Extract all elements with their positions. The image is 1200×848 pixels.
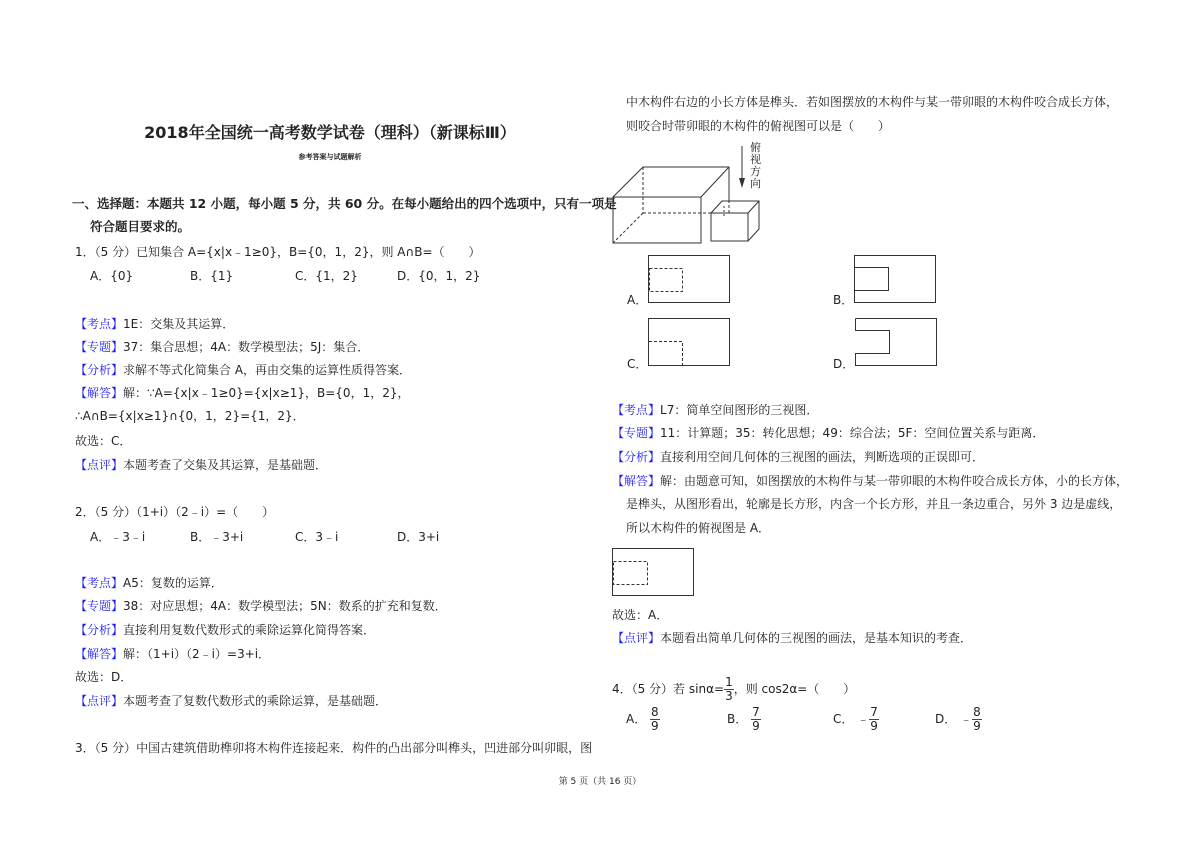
q2-kaodian — [75, 575, 223, 591]
q1-dianping — [75, 457, 327, 473]
option-label: C． — [833, 712, 854, 726]
zhuanti-text: 37：集合思想；4A：数学模型法；5J：集合． — [123, 340, 370, 354]
zhuanti-label: 【专题】 — [75, 599, 124, 613]
q1-jieda — [75, 385, 409, 401]
q4-option-c — [833, 706, 879, 733]
q3-stem: 3．（5 分）中国古建筑借助榫卯将木构件连接起来．构件的凸出部分叫榫头，凹进部分叫卯眼，图 — [75, 741, 593, 755]
q4-option-d — [935, 706, 982, 733]
option-label: A． — [626, 712, 647, 726]
section-heading-cont: 符合题目要求的。 — [90, 219, 191, 234]
dianping-text: 本题看出简单几何体的三视图的画法，是基本知识的考查． — [660, 631, 973, 645]
option-sign: ﹣ — [857, 712, 870, 726]
denominator: 9 — [870, 719, 878, 733]
fenxi-text: 直接利用空间几何体的三视图的画法，判断选项的正误即可． — [660, 450, 985, 464]
q1-option-b: B．{1} — [190, 269, 234, 283]
page-footer: 第 5 页（共 16 页） — [558, 777, 642, 787]
q3-answer: 故选：A． — [612, 608, 669, 622]
q2-jieda — [75, 646, 270, 662]
view-direction-caption — [750, 142, 762, 190]
q2-fenxi — [75, 622, 375, 638]
fraction — [751, 706, 761, 733]
denominator: 9 — [973, 719, 981, 733]
fraction — [972, 706, 982, 733]
q1-zhuanti — [75, 339, 369, 355]
q3-option-b: B． — [833, 293, 854, 307]
caption-char: 视 — [750, 153, 761, 166]
zhuanti-label: 【专题】 — [75, 340, 124, 354]
zhuanti-text: 11：计算题；35：转化思想；49：综合法；5F：空间位置关系与距离． — [660, 426, 1045, 440]
fenxi-label: 【分析】 — [612, 450, 661, 464]
jieda-text: 解：（1+i）（2﹣i）=3+i． — [123, 647, 271, 661]
section-heading: 一、选择题：本题共 12 小题，每小题 5 分，共 60 分。在每小题给出的四个选项中，只有一项是 — [72, 196, 617, 211]
numerator: 7 — [752, 705, 760, 719]
dianping-label: 【点评】 — [75, 458, 124, 472]
numerator: 8 — [651, 705, 659, 719]
kaodian-text: A5：复数的运算． — [123, 576, 223, 590]
q3-kaodian — [612, 402, 818, 418]
denominator: 9 — [752, 719, 760, 733]
option-label: B． — [727, 712, 748, 726]
q1-option-c: C．{1，2} — [295, 269, 358, 283]
q3-answer-figure — [0, 0, 1, 1]
numerator: 8 — [973, 705, 981, 719]
dianping-label: 【点评】 — [612, 631, 661, 645]
page-title: 2018年全国统一高考数学试卷（理科）（新课标Ⅲ） — [144, 123, 516, 142]
q3-option-d: D． — [833, 357, 855, 371]
dianping-text: 本题考查了交集及其运算，是基础题． — [123, 458, 328, 472]
q1-jieda-cont: ∴A∩B={x|x≥1}∩{0，1，2}={1，2}． — [75, 409, 305, 423]
q2-option-c: C．3﹣i — [295, 530, 339, 544]
kaodian-label: 【考点】 — [75, 576, 124, 590]
page-subtitle: 参考答案与试题解析 — [298, 153, 362, 161]
q1-kaodian — [75, 316, 234, 332]
q3-jieda-cont2: 所以木构件的俯视图是 A． — [626, 521, 771, 535]
q2-option-d: D．3+i — [397, 530, 440, 544]
q4-stem-prefix: 4．（5 分）若 sinα= — [612, 682, 725, 696]
jieda-label: 【解答】 — [612, 474, 661, 488]
jieda-label: 【解答】 — [75, 647, 124, 661]
kaodian-label: 【考点】 — [75, 317, 124, 331]
zhuanti-text: 38：对应思想；4A：数学模型法；5N：数系的扩充和复数． — [123, 599, 447, 613]
q1-answer: 故选：C． — [75, 434, 132, 448]
jieda-text: 解：由题意可知，如图摆放的木构件与某一带卯眼的木构件咬合成长方体，小的长方体， — [660, 474, 1129, 488]
q1-stem: 1．（5 分）已知集合 A={x|x﹣1≥0}，B={0，1，2}，则 A∩B=（ ） — [75, 245, 481, 259]
numerator: 7 — [870, 705, 878, 719]
caption-char: 向 — [750, 177, 761, 190]
q2-option-b: B．﹣3+i — [190, 530, 244, 544]
dianping-label: 【点评】 — [75, 694, 124, 708]
fraction — [650, 706, 660, 733]
caption-char: 方 — [750, 165, 761, 178]
q2-dianping — [75, 693, 387, 709]
q3-fenxi — [612, 449, 984, 465]
kaodian-text: L7：简单空间图形的三视图． — [660, 403, 819, 417]
q3-option-c: C． — [627, 357, 648, 371]
denominator: 3 — [725, 689, 733, 703]
option-sign: ﹣ — [960, 712, 973, 726]
zhuanti-label: 【专题】 — [612, 426, 661, 440]
q4-option-a — [626, 706, 660, 733]
fenxi-text: 求解不等式化简集合 A，再由交集的运算性质得答案． — [123, 363, 412, 377]
kaodian-label: 【考点】 — [612, 403, 661, 417]
q3-stem-cont2: 则咬合时带卯眼的木构件的俯视图可以是（ ） — [626, 119, 891, 133]
q1-fenxi — [75, 362, 411, 378]
q4-stem-suffix: ，则 cos2α=（ ） — [733, 682, 856, 696]
q3-zhuanti — [612, 425, 1044, 441]
fenxi-label: 【分析】 — [75, 623, 124, 637]
q1-option-a: A．{0} — [90, 269, 134, 283]
caption-char: 俯 — [750, 141, 761, 154]
q2-zhuanti — [75, 598, 447, 614]
fenxi-label: 【分析】 — [75, 363, 124, 377]
q3-jieda-cont: 是榫头，从图形看出，轮廓是长方形，内含一个长方形，并且一条边重合，另外 3 边是虚线， — [626, 497, 1122, 511]
q4-option-b — [727, 706, 761, 733]
q3-jieda — [612, 473, 1128, 489]
fenxi-text: 直接利用复数代数形式的乘除运算化简得答案． — [123, 623, 376, 637]
q3-option-a: A． — [627, 293, 648, 307]
numerator: 1 — [725, 675, 733, 689]
dianping-text: 本题考查了复数代数形式的乘除运算，是基础题． — [123, 694, 388, 708]
fraction — [724, 676, 734, 703]
q1-option-d: D．{0，1，2} — [397, 269, 481, 283]
q3-stem-cont: 中木构件右边的小长方体是榫头．若如图摆放的木构件与某一带卯眼的木构件咬合成长方体， — [626, 95, 1119, 109]
q4-stem — [612, 676, 855, 703]
q3-dianping — [612, 630, 972, 646]
kaodian-text: 1E：交集及其运算． — [123, 317, 235, 331]
q2-answer: 故选：D． — [75, 670, 133, 684]
fraction — [869, 706, 879, 733]
jieda-text: 解：∵A={x|x﹣1≥0}={x|x≥1}，B={0，1，2}， — [123, 386, 410, 400]
jieda-label: 【解答】 — [75, 386, 124, 400]
denominator: 9 — [651, 719, 659, 733]
q2-stem: 2．（5 分）（1+i）（2﹣i）=（ ） — [75, 505, 275, 519]
option-label: D． — [935, 712, 957, 726]
q2-option-a: A．﹣3﹣i — [90, 530, 146, 544]
